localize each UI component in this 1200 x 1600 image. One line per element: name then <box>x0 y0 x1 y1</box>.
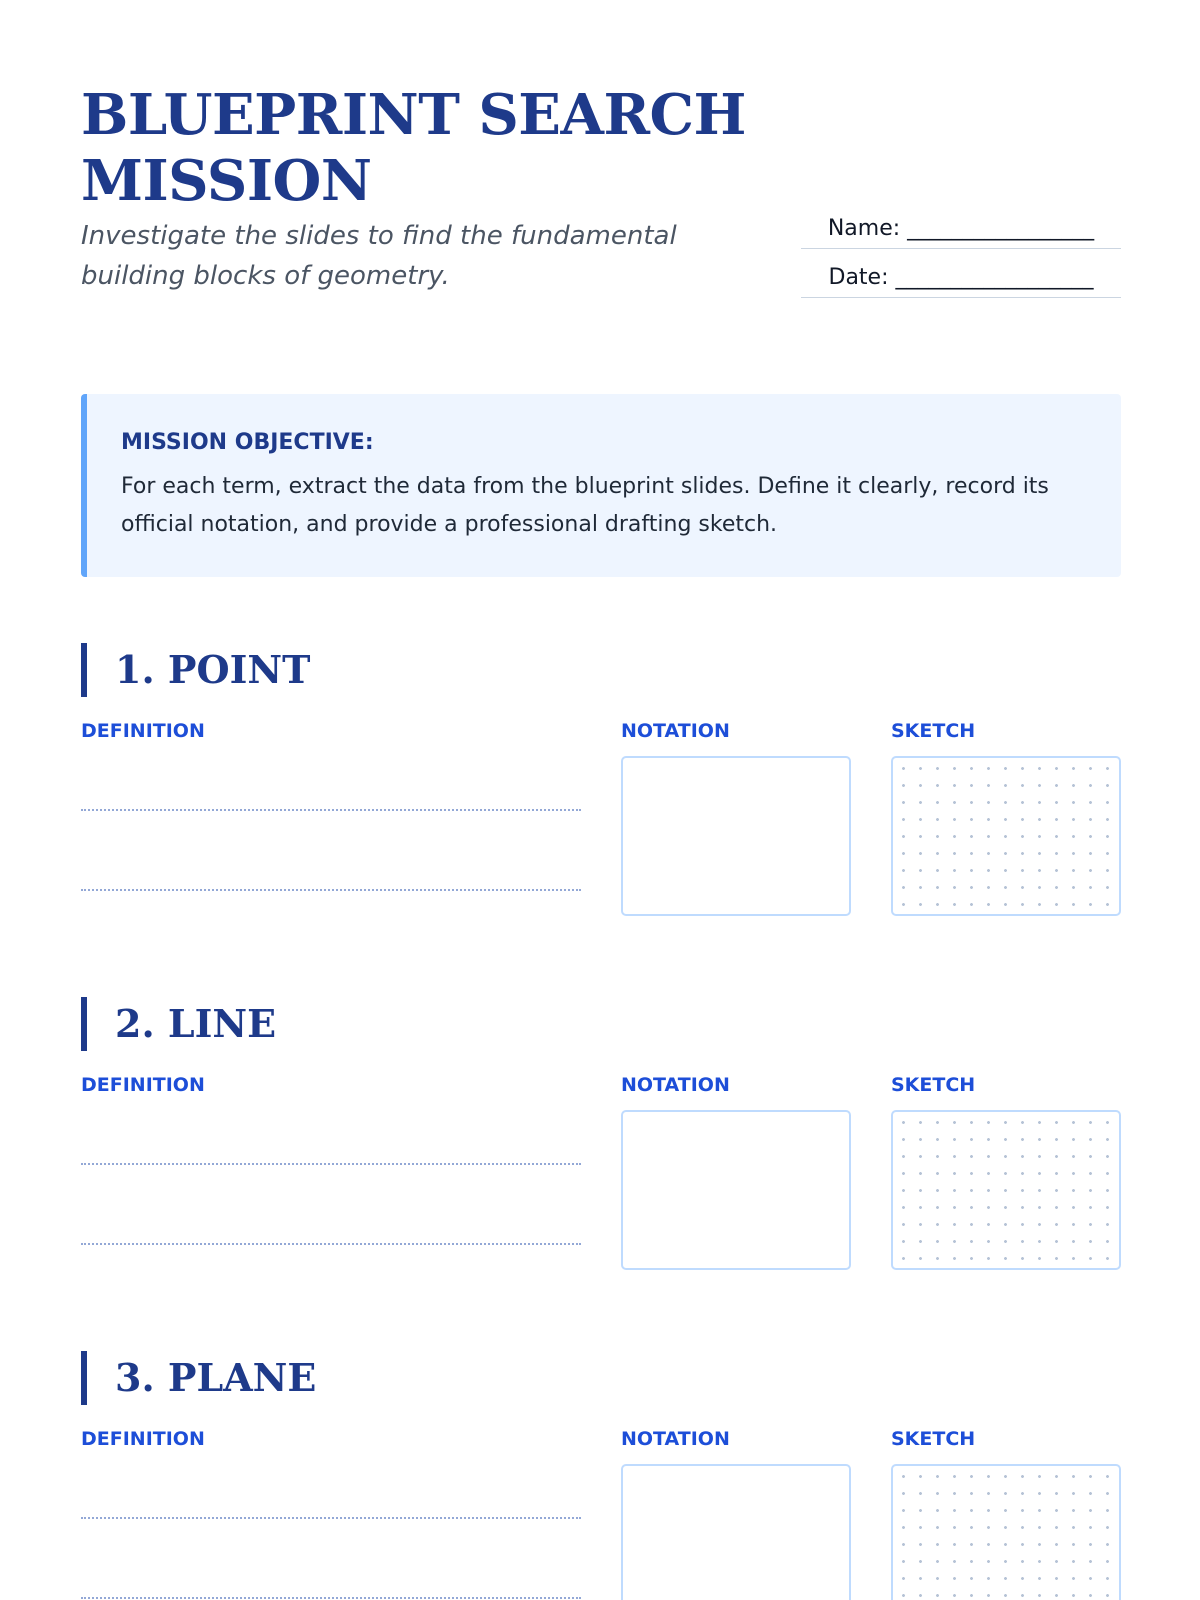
definition-line[interactable] <box>81 1517 581 1519</box>
notation-label: NOTATION <box>621 1074 730 1096</box>
sketch-label: SKETCH <box>891 1074 976 1096</box>
sketch-label: SKETCH <box>891 720 976 742</box>
section-heading: 3. PLANE <box>81 1351 316 1405</box>
term-section-line <box>81 997 1121 1277</box>
section-heading: 2. LINE <box>81 997 276 1051</box>
definition-line[interactable] <box>81 889 581 891</box>
mission-objective-box <box>81 394 1121 577</box>
sketch-grid-box[interactable] <box>891 756 1121 916</box>
sketch-label: SKETCH <box>891 1428 976 1450</box>
worksheet-header <box>81 82 1121 342</box>
page-subtitle: Investigate the slides to find the fundamental building blocks of geometry. <box>81 221 677 291</box>
objective-title: MISSION OBJECTIVE: <box>121 430 374 455</box>
student-info-fields <box>801 212 1121 310</box>
sketch-grid-box[interactable] <box>891 1464 1121 1600</box>
date-field[interactable]: Date: __________________ <box>801 261 1121 298</box>
definition-line[interactable] <box>81 1597 581 1599</box>
definition-label: DEFINITION <box>81 720 205 742</box>
notation-box[interactable] <box>621 1464 851 1600</box>
sketch-grid-box[interactable] <box>891 1110 1121 1270</box>
definition-line[interactable] <box>81 1163 581 1165</box>
objective-text: For each term, extract the data from the blueprint slides. Define it clearly, record its official notation, and provide a professional drafting sketch. <box>121 474 1049 537</box>
term-section-point <box>81 643 1121 923</box>
notation-box[interactable] <box>621 1110 851 1270</box>
definition-label: DEFINITION <box>81 1428 205 1450</box>
notation-label: NOTATION <box>621 1428 730 1450</box>
definition-line[interactable] <box>81 1243 581 1245</box>
notation-box[interactable] <box>621 756 851 916</box>
term-section-plane <box>81 1351 1121 1600</box>
notation-label: NOTATION <box>621 720 730 742</box>
page-title: BLUEPRINT SEARCH MISSION <box>81 82 746 214</box>
worksheet-page <box>81 0 1121 1600</box>
section-heading: 1. POINT <box>81 643 310 697</box>
name-field[interactable]: Name: _________________ <box>801 212 1121 249</box>
definition-line[interactable] <box>81 809 581 811</box>
definition-label: DEFINITION <box>81 1074 205 1096</box>
